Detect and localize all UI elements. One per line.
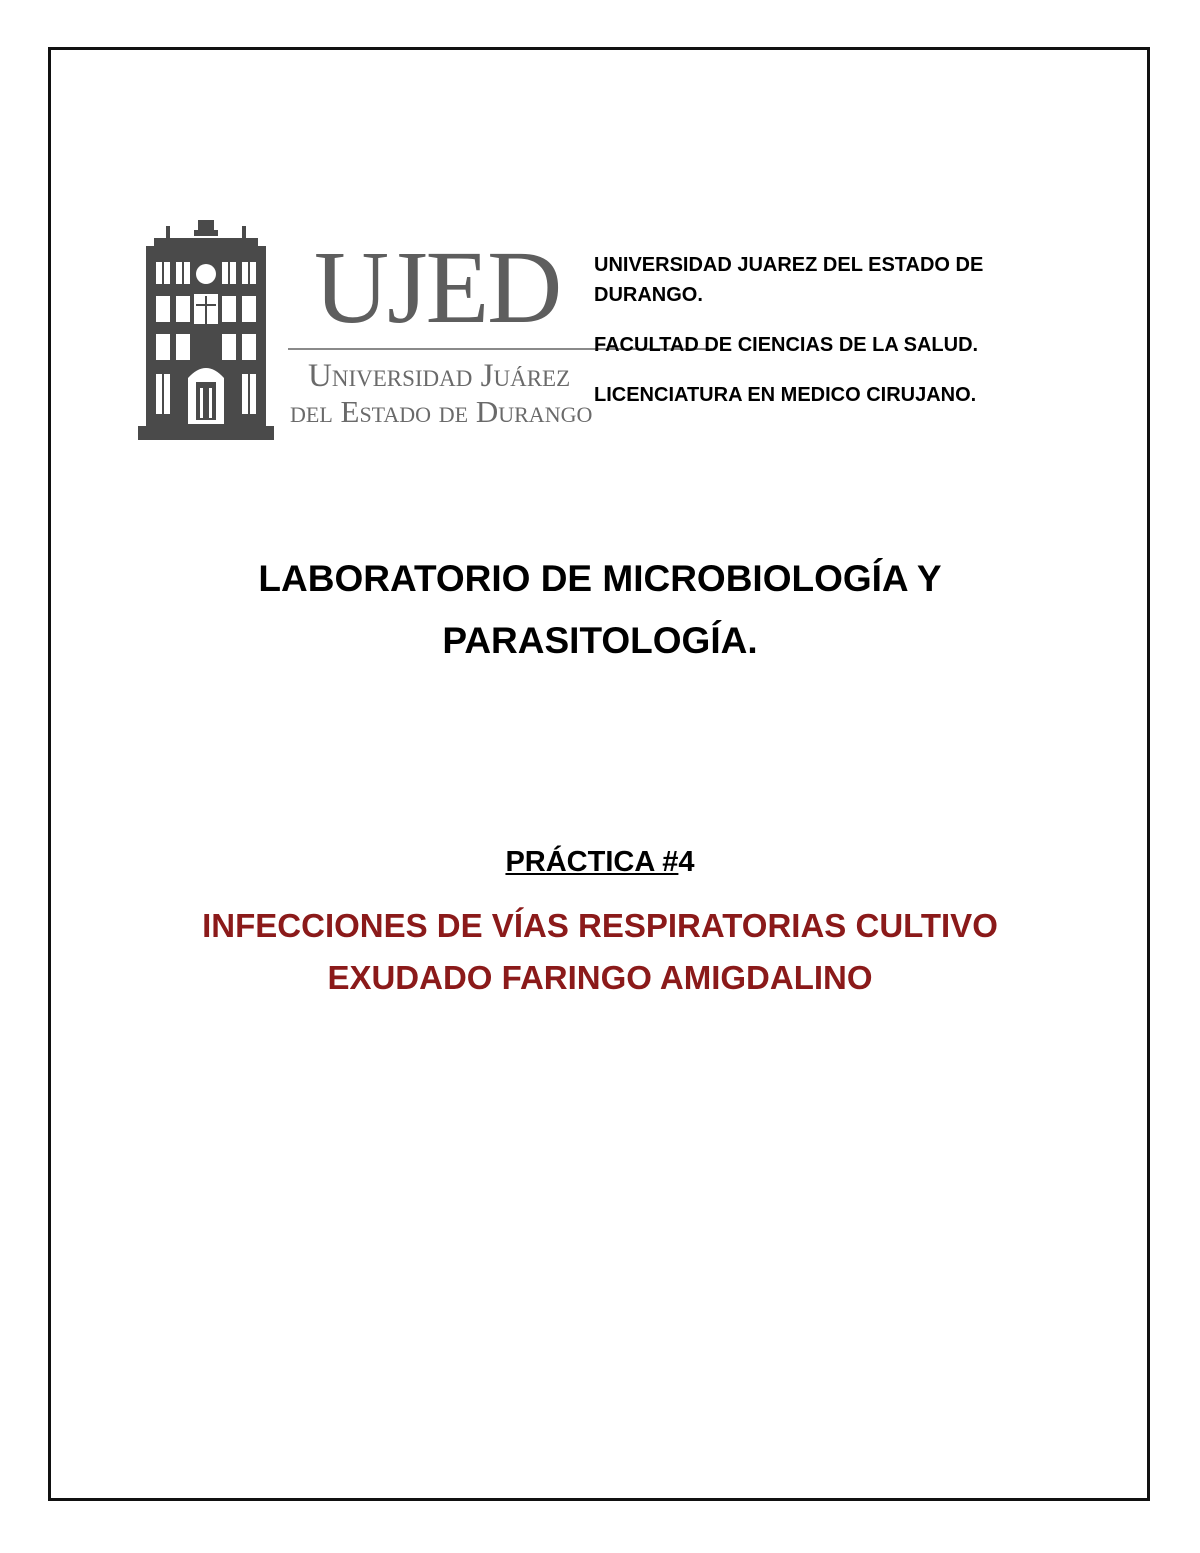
- logo-state-name: del Estado de Durango: [290, 394, 593, 429]
- practice-title-line2: EXUDADO FARINGO AMIGDALINO: [327, 959, 873, 996]
- practice-title: [150, 900, 1050, 1004]
- ujed-logo: [136, 218, 593, 440]
- practice-heading: [150, 842, 1050, 882]
- practice-number: 4: [678, 846, 695, 878]
- lab-title-line2: PARASITOLOGÍA.: [442, 620, 758, 661]
- practice-title-line1: INFECCIONES DE VÍAS RESPIRATORIAS CULTIVO: [202, 907, 998, 944]
- logo-university-name: Universidad Juárez: [308, 358, 571, 394]
- lab-title: [150, 548, 1050, 672]
- lab-title-line1: LABORATORIO DE MICROBIOLOGÍA Y: [258, 558, 942, 599]
- institution-info: [594, 250, 1074, 430]
- university-name: UNIVERSIDAD JUAREZ DEL ESTADO DE DURANGO.: [594, 254, 984, 306]
- university-building-icon: [136, 218, 276, 440]
- logo-acronym: UJED: [314, 230, 561, 345]
- faculty-name: FACULTAD DE CIENCIAS DE LA SALUD.: [594, 334, 979, 356]
- program-name: LICENCIATURA EN MEDICO CIRUJANO.: [594, 384, 977, 406]
- practice-label: PRÁCTICA #: [505, 846, 679, 878]
